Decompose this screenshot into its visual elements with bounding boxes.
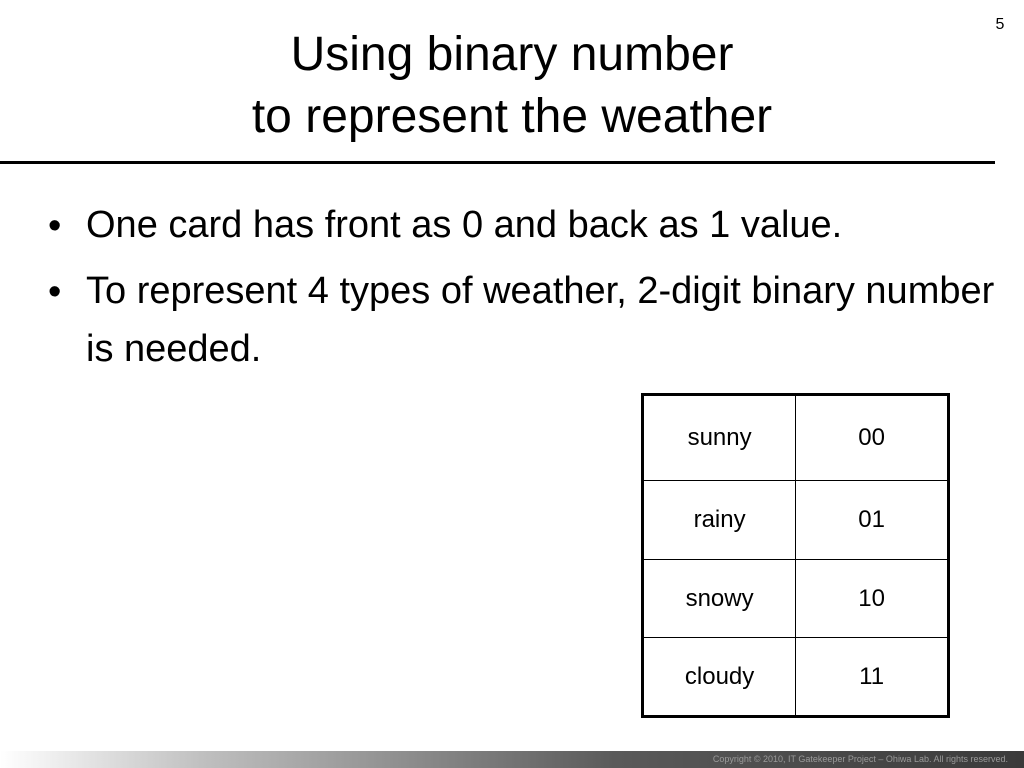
footer-bar [0, 751, 1024, 768]
table-row [643, 560, 949, 638]
binary-code-cell: 10 [796, 560, 949, 638]
slide-title [60, 24, 964, 148]
bullet-text: To represent 4 types of weather, 2-digit binary number is needed. [86, 270, 995, 370]
page-number: 5 [995, 16, 1005, 33]
bullet-item [48, 262, 1008, 378]
title-divider [0, 161, 995, 164]
weather-cell: snowy [643, 560, 796, 638]
bullet-item [48, 196, 1008, 254]
binary-code-cell: 01 [796, 481, 949, 560]
weather-cell: rainy [643, 481, 796, 560]
table-row [643, 395, 949, 481]
bullet-dot-icon: • [48, 205, 62, 247]
weather-cell: cloudy [643, 638, 796, 717]
copyright-notice: Copyright © 2010, IT Gatekeeper Project – Ohiwa Lab. All rights reserved. [712, 754, 1008, 764]
bullet-text: One card has front as 0 and back as 1 value. [86, 204, 843, 246]
table-row [643, 638, 949, 717]
weather-cell: sunny [643, 395, 796, 481]
table-row [643, 481, 949, 560]
bullet-list [48, 196, 1008, 386]
slide-title-line-2: to represent the weather [251, 90, 773, 143]
weather-binary-table [641, 393, 950, 718]
binary-code-cell: 00 [796, 395, 949, 481]
bullet-dot-icon: • [48, 271, 62, 313]
slide-title-line-1: Using binary number [290, 28, 734, 81]
binary-code-cell: 11 [796, 638, 949, 717]
